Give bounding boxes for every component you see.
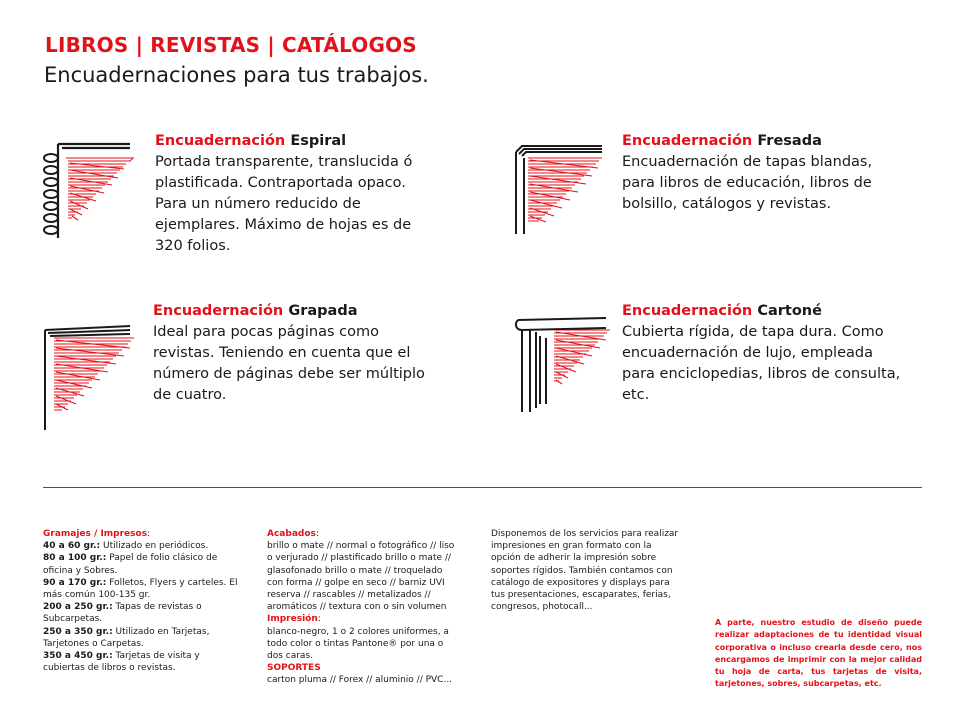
binding-description: Cubierta rígida, de tapa dura. Como encuadernación de lujo, empleada para enciclopedias, libros de consulta, etc. xyxy=(622,324,901,403)
binding-description: Encuadernación de tapas blandas, para libros de educación, libros de bolsillo, catálogos y revistas. xyxy=(622,154,873,212)
binding-grapada xyxy=(153,301,453,406)
design-studio-note: A parte, nuestro estudio de diseño puede realizar adaptaciones de tu identidad visual corporativa o incluso crearla desde cero, nos encargamos de imprimir con la mejor calidad tu hoja de carta, tus tarjetas de visita, tarjetones, sobres, subcarpetas, etc. xyxy=(715,618,922,689)
page-subtitle: Encuadernaciones para tus trabajos. xyxy=(44,63,429,87)
binding-heading: Encuadernación Espiral xyxy=(155,133,347,149)
impresion-heading: Impresión: xyxy=(267,614,321,625)
acabados-heading: Acabados: xyxy=(267,529,319,539)
spiral-binding-icon xyxy=(38,130,138,242)
gramajes-line: Tarjetones o Carpetas. xyxy=(43,638,144,649)
page-title: LIBROS | REVISTAS | CATÁLOGOS xyxy=(45,33,417,57)
perfect-binding-icon xyxy=(510,130,610,242)
gramajes-line: Subcarpetas. xyxy=(43,614,103,625)
stapled-binding-icon xyxy=(38,312,138,432)
gramajes-line: 90 a 170 gr.: Folletos, Flyers y carteles. El xyxy=(43,577,238,588)
binding-fresada xyxy=(622,131,922,215)
gramajes-line: 250 a 350 gr.: Utilizado en Tarjetas, xyxy=(43,626,210,637)
binding-description: Portada transparente, translucida ó plastificada. Contraportada opaco. Para un número reducido de ejemplares. Máximo de hojas es de 320 folios. xyxy=(155,154,413,254)
binding-heading: Encuadernación Grapada xyxy=(153,303,358,319)
section-divider xyxy=(43,487,922,488)
gramajes-line: cubiertas de libros o revistas. xyxy=(43,663,176,674)
gramajes-heading: Gramajes / Impresos: xyxy=(43,529,151,539)
gramajes-line: 80 a 100 gr.: Papel de folio clásico de xyxy=(43,553,218,564)
binding-heading: Encuadernación Fresada xyxy=(622,133,822,149)
soportes-heading: SOPORTES xyxy=(267,663,321,674)
acabados-column: Acabados: brillo o mate // normal o fotográfico // liso o verjurado // plastificado brillo o mate // glasofonado brillo o mate // troquelado con forma // golpe en seco // barniz UVI reserva // rascables // metalizados // aromáticos // textura con o sin volumen Impresión: blanco-negro, 1 o 2 colores uniformes, a todo color o tintas Pantone® por una o dos caras. SOPORTES carton pluma // Forex // aluminio // PVC... xyxy=(267,528,482,687)
hardcover-binding-icon xyxy=(510,300,614,420)
gramajes-line: 350 a 450 gr.: Tarjetas de visita y xyxy=(43,651,200,662)
binding-espiral xyxy=(155,131,455,257)
gramajes-line: oficina y Sobres. xyxy=(43,565,118,576)
binding-cartone xyxy=(622,301,932,406)
gran-formato-column: Disponemos de los servicios para realizar impresiones en gran formato con la opción de adherir la impresión sobre soportes rígidos. También contamos con catálogo de expositores y displays para tus presentaciones, escaparates, ferias, congresos, photocall... xyxy=(491,529,679,613)
gramajes-column xyxy=(43,528,258,674)
gramajes-line: 200 a 250 gr.: Tapas de revistas o xyxy=(43,602,202,613)
binding-description: Ideal para pocas páginas como revistas. Teniendo en cuenta que el número de páginas debe ser múltiplo de cuatro. xyxy=(153,324,425,403)
gramajes-line: más común 100-135 gr. xyxy=(43,590,151,601)
gramajes-line: 40 a 60 gr.: Utilizado en periódicos. xyxy=(43,541,209,552)
binding-heading: Encuadernación Cartoné xyxy=(622,303,822,319)
